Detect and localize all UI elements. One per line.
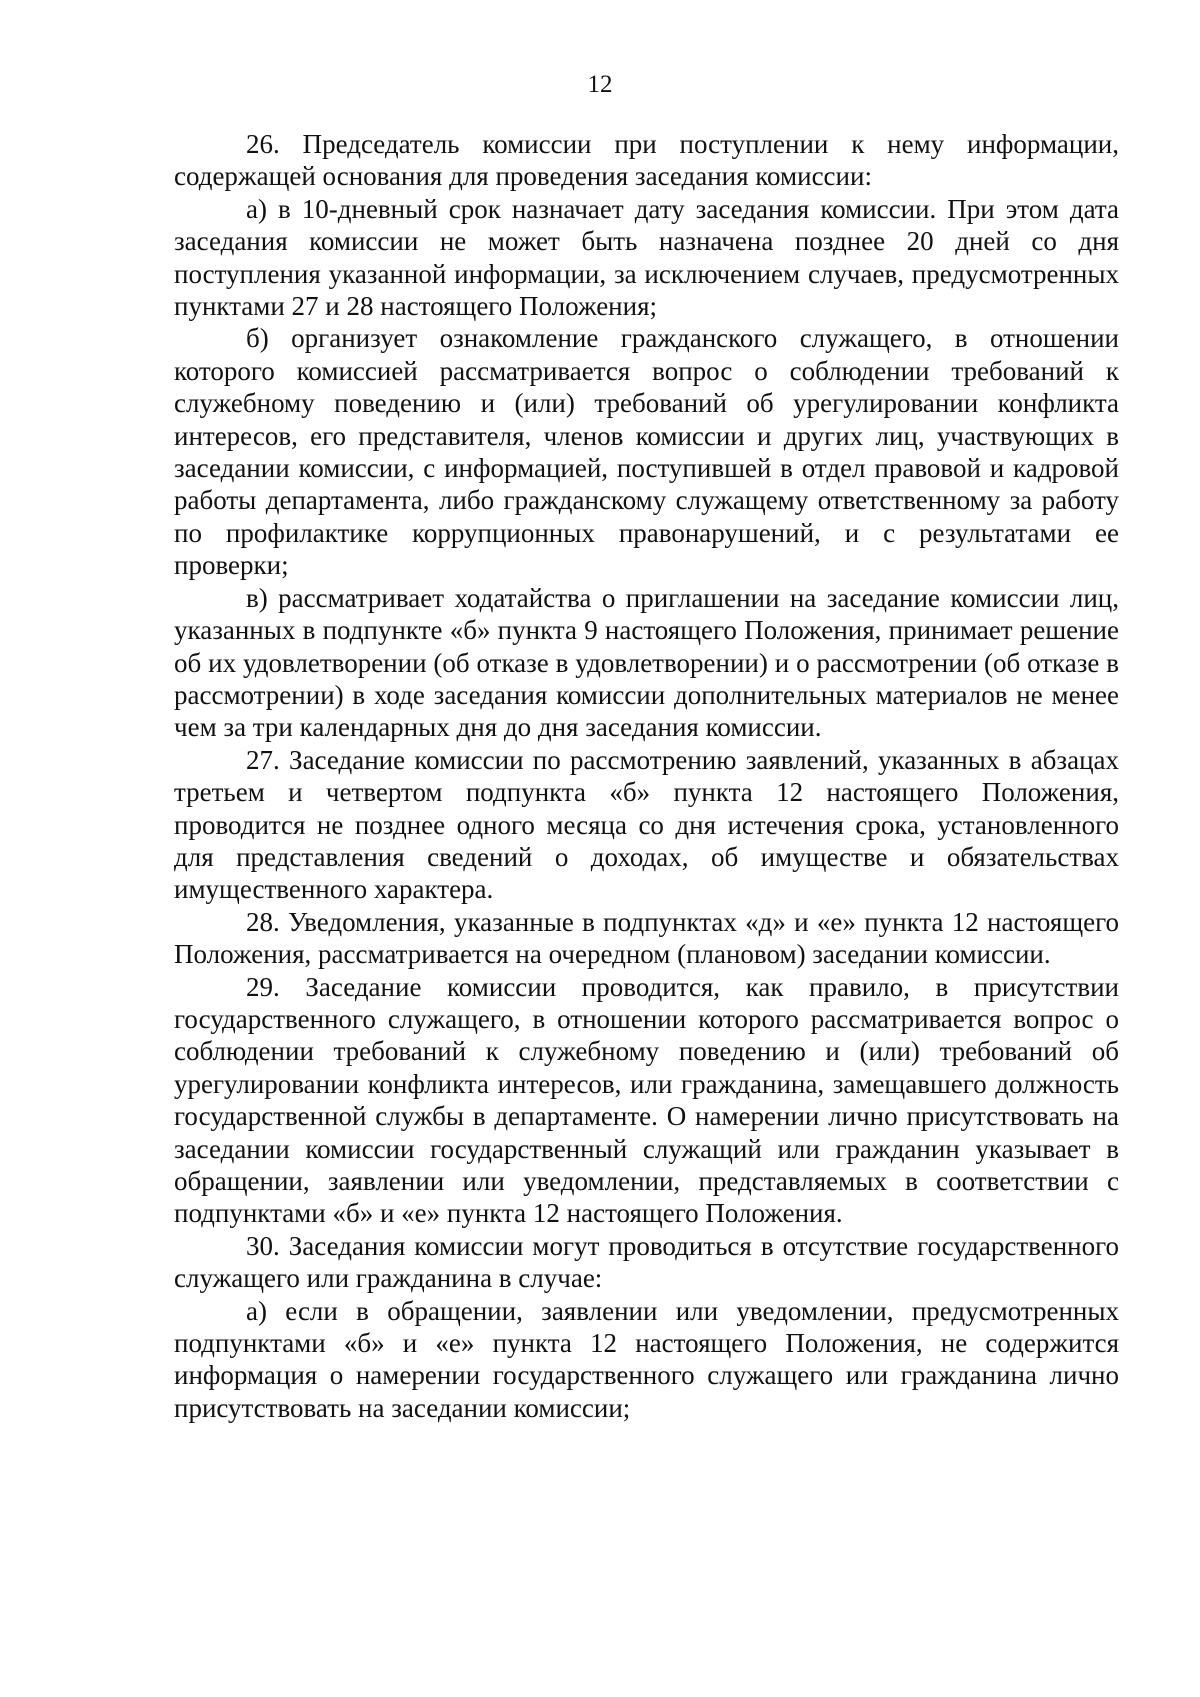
paragraph-26: 26. Председатель комиссии при поступлении к нему информации, содержащей основания для проведения заседания комиссии: [174, 129, 1119, 192]
paragraph-30-a: а) если в обращении, заявлении или уведомлении, предусмотренных подпунктами «б» и «е» пункта 12 настоящего Положения, не содержится информация о намерении государственного служащего или гражданина лично присутствовать на заседании комиссии; [174, 1295, 1119, 1423]
paragraph-28: 28. Уведомления, указанные в подпунктах «д» и «е» пункта 12 настоящего Положения, рассматривается на очередном (плановом) заседании комиссии. [174, 906, 1119, 970]
page-number: 12 [587, 71, 613, 98]
paragraph-30: 30. Заседания комиссии могут проводиться в отсутствие государственного служащего или гражданина в случае: [174, 1230, 1119, 1294]
paragraph-26-v: в) рассматривает ходатайства о приглашении на заседание комиссии лиц, указанных в подпункте «б» пункта 9 настоящего Положения, принимает решение об их удовлетворении (об отказе в удовлетворении) и о рассмотрении (об отказе в рассмотрении) в ходе заседания комиссии дополнительных материалов не менее чем за три календарных дня до дня заседания комиссии. [174, 582, 1119, 743]
paragraph-26-b: б) организует ознакомление гражданского служащего, в отношении которого комиссией рассматривается вопрос о соблюдении требований к служебному поведению и (или) требований об урегулировании конфликта интересов, его представителя, членов комиссии и других лиц, участвующих в заседании комиссии, с информацией, поступившей в отдел правовой и кадровой работы департамента, либо гражданскому служащему ответственному за работу по профилактике коррупционных правонарушений, и с результатами ее проверки; [174, 323, 1119, 581]
document-body [174, 128, 1119, 1424]
paragraph-29: 29. Заседание комиссии проводится, как правило, в присутствии государственного служащего, в отношении которого рассматривается вопрос о соблюдении требований к служебному поведению и (или) требований об урегулировании конфликта интересов, или гражданина, замещавшего должность государственной службы в департаменте. О намерении лично присутствовать на заседании комиссии государственный служащий или гражданин указывает в обращении, заявлении или уведомлении, представляемых в соответствии с подпунктами «б» и «е» пункта 12 настоящего Положения. [174, 971, 1119, 1229]
paragraph-26-a: а) в 10-дневный срок назначает дату заседания комиссии. При этом дата заседания комиссии не может быть назначена позднее 20 дней со дня поступления указанной информации, за исключением случаев, предусмотренных пунктами 27 и 28 настоящего Положения; [174, 193, 1119, 322]
paragraph-27: 27. Заседание комиссии по рассмотрению заявлений, указанных в абзацах третьем и четвертом подпункта «б» пункта 12 настоящего Положения, проводится не позднее одного месяца со дня истечения срока, установленного для представления сведений о доходах, об имуществе и обязательствах имущественного характера. [174, 744, 1119, 905]
